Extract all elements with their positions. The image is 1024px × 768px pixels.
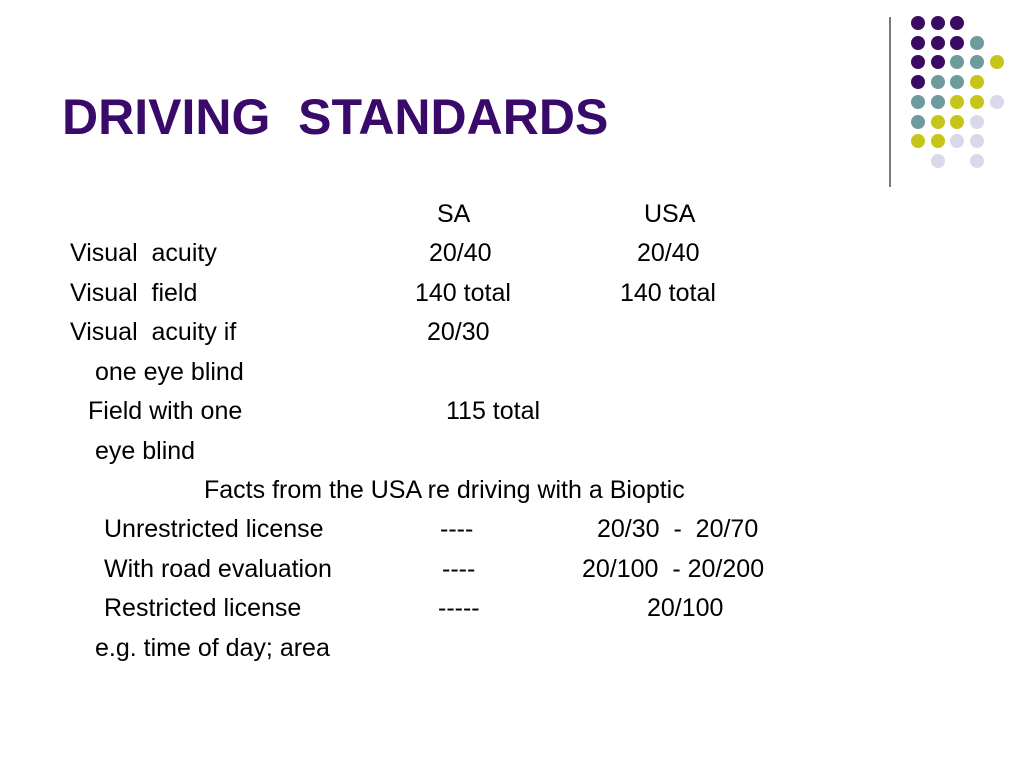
decorative-dot (950, 75, 964, 89)
decorative-dot (950, 16, 964, 30)
row-label-field-with-one: Field with one (88, 397, 243, 425)
column-header-usa: USA (644, 200, 696, 228)
row-value-usa: 20/40 (637, 239, 700, 267)
row-label-visual-field: Visual field (70, 279, 198, 307)
divider-line (889, 17, 891, 187)
decorative-dot (931, 55, 945, 69)
bioptic-heading: Facts from the USA re driving with a Bioptic (204, 476, 685, 504)
decorative-dot (950, 55, 964, 69)
row-value-usa: 140 total (620, 279, 716, 307)
decorative-dot (970, 115, 984, 129)
decorative-dot (911, 75, 925, 89)
row-value-sa: 20/30 (427, 318, 490, 346)
decorative-dot (970, 134, 984, 148)
decorative-dot (950, 115, 964, 129)
decorative-dot (970, 75, 984, 89)
bioptic-row-sa: ---- (442, 555, 476, 583)
row-value-sa: 115 total (446, 397, 541, 425)
bioptic-note: e.g. time of day; area (95, 634, 330, 662)
decorative-dot (911, 115, 925, 129)
bioptic-row-usa: 20/30 - 20/70 (597, 515, 759, 543)
bioptic-row-usa: 20/100 (647, 594, 724, 622)
decorative-dot (911, 55, 925, 69)
row-value-sa: 140 total (415, 279, 511, 307)
decorative-dot (911, 36, 925, 50)
bioptic-row-usa: 20/100 - 20/200 (582, 555, 765, 583)
decorative-dot (931, 134, 945, 148)
row-label-visual-acuity: Visual acuity (70, 239, 217, 267)
slide-title: DRIVING STANDARDS (62, 89, 609, 145)
decorative-dot (950, 95, 964, 109)
decorative-dot (931, 36, 945, 50)
decorative-dot (990, 55, 1004, 69)
decorative-dot (931, 75, 945, 89)
bioptic-row-sa: ---- (440, 515, 474, 543)
decorative-dot (931, 95, 945, 109)
decorative-dot (950, 134, 964, 148)
bioptic-row-label: Restricted license (104, 594, 302, 622)
decorative-dot-grid (0, 0, 1024, 200)
decorative-dot (950, 36, 964, 50)
bioptic-row-label: With road evaluation (104, 555, 332, 583)
decorative-dot (970, 95, 984, 109)
row-label-one-eye-blind: one eye blind (95, 358, 244, 386)
decorative-dot (931, 115, 945, 129)
decorative-dot (970, 154, 984, 168)
decorative-dot (911, 95, 925, 109)
bioptic-row-label: Unrestricted license (104, 515, 324, 543)
bioptic-row-sa: ----- (438, 594, 480, 622)
column-header-sa: SA (437, 200, 471, 228)
decorative-dot (931, 154, 945, 168)
decorative-dot (911, 16, 925, 30)
row-label-visual-acuity-if: Visual acuity if (70, 318, 237, 346)
decorative-dot (970, 36, 984, 50)
decorative-dot (911, 134, 925, 148)
decorative-dot (990, 95, 1004, 109)
row-label-eye-blind: eye blind (95, 437, 196, 465)
decorative-dot (970, 55, 984, 69)
decorative-dot (931, 16, 945, 30)
row-value-sa: 20/40 (429, 239, 492, 267)
